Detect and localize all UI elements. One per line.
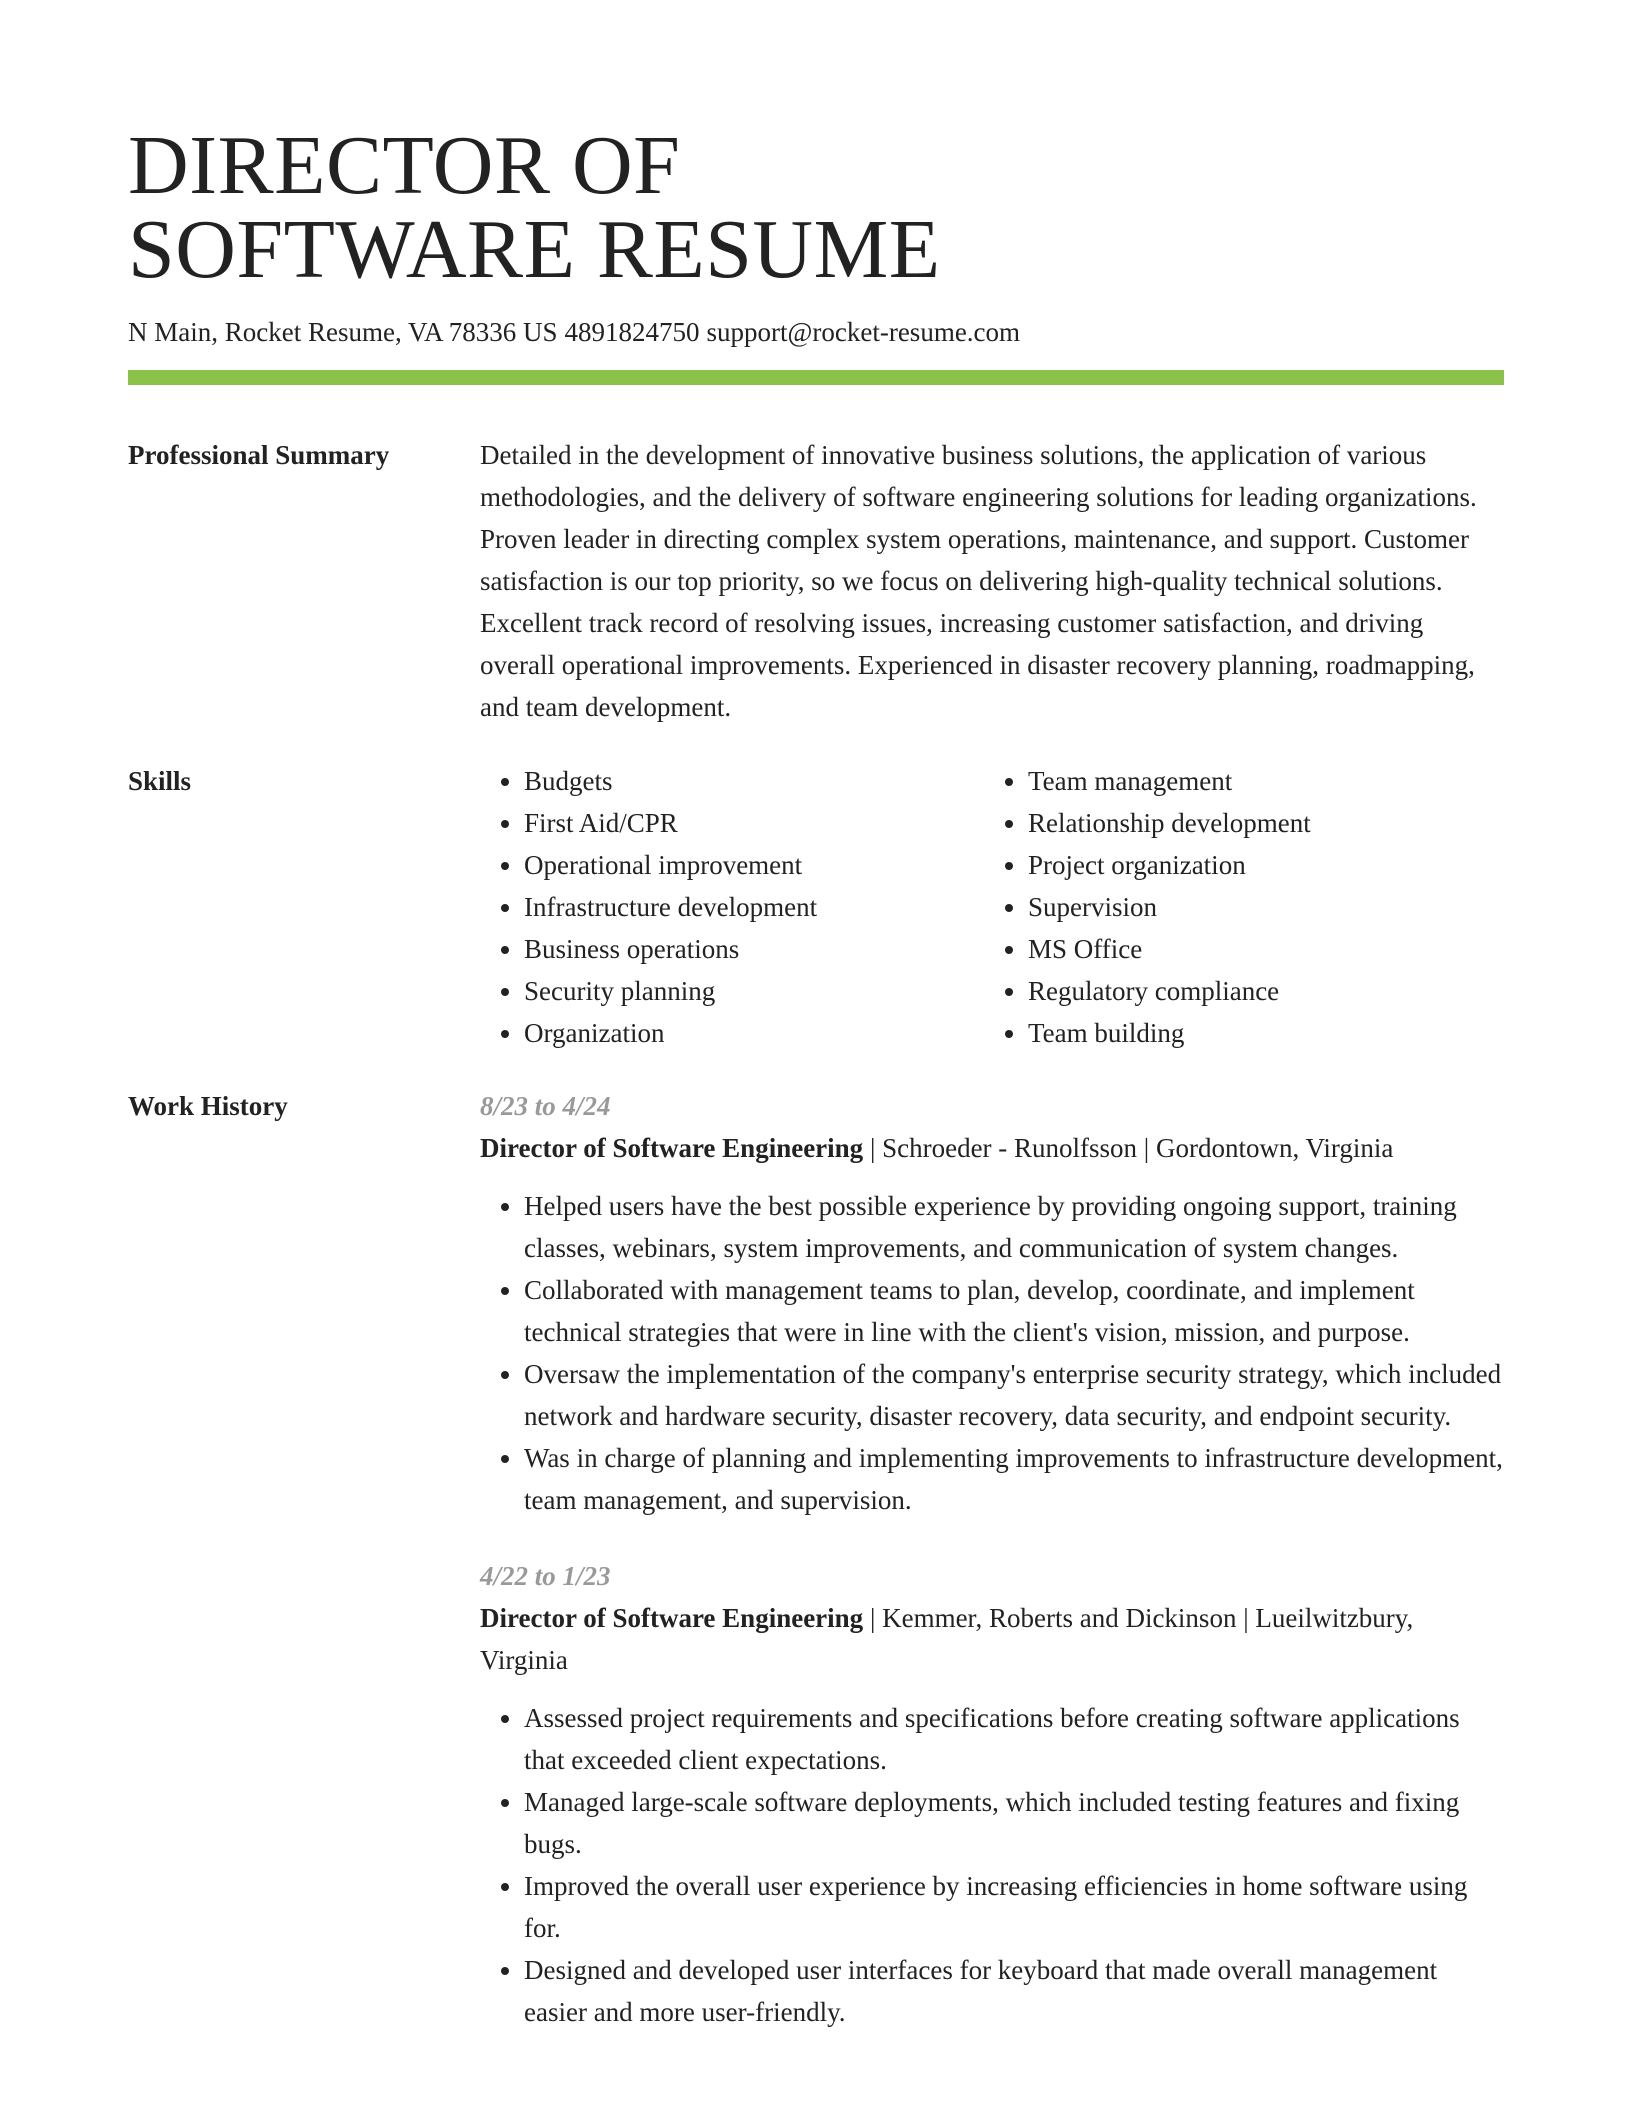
skill-item: • Project organization bbox=[1028, 844, 1488, 886]
skill-item: • Relationship development bbox=[1028, 802, 1488, 844]
skill-item: • Regulatory compliance bbox=[1028, 970, 1488, 1012]
section-title: Professional Summary bbox=[128, 440, 390, 470]
contact-phone: 4891824750 bbox=[564, 317, 700, 347]
job-dates: 8/23 to 4/24 bbox=[480, 1091, 611, 1121]
skill-item: • Budgets bbox=[524, 760, 984, 802]
skills-grid bbox=[480, 760, 1504, 1054]
section-body bbox=[480, 1085, 1504, 2067]
resume-title-line-2: SOFTWARE RESUME bbox=[128, 203, 941, 296]
skill-item: • MS Office bbox=[1028, 928, 1488, 970]
resume-title-line-1: DIRECTOR OF bbox=[128, 119, 681, 212]
skill-item: • Team building bbox=[1028, 1012, 1488, 1054]
job-bullet: • Designed and developed user interfaces for keyboard that made overall management easier and more user-friendly. bbox=[524, 1949, 1504, 2033]
job-bullets bbox=[480, 1185, 1504, 1521]
job-bullet: • Oversaw the implementation of the company's enterprise security strategy, which included network and hardware security, disaster recovery, data security, and endpoint security. bbox=[524, 1353, 1504, 1437]
section-work-history bbox=[128, 1085, 1504, 2067]
header-divider bbox=[128, 370, 1504, 385]
skill-item: • Infrastructure development bbox=[524, 886, 984, 928]
resume-sections bbox=[128, 434, 1504, 2067]
section-title: Skills bbox=[128, 766, 192, 796]
section-professional-summary bbox=[128, 434, 1504, 728]
skill-item: • First Aid/CPR bbox=[524, 802, 984, 844]
job-employer-location: | Schroeder - Runolfsson | Gordontown, Virginia bbox=[863, 1133, 1394, 1163]
section-body bbox=[480, 434, 1504, 728]
job-bullet: • Improved the overall user experience by increasing efficiencies in home software using for. bbox=[524, 1865, 1504, 1949]
contact-email: support@rocket-resume.com bbox=[706, 317, 1021, 347]
skill-item: • Operational improvement bbox=[524, 844, 984, 886]
skills-column-left bbox=[480, 760, 984, 1054]
job-heading bbox=[480, 1597, 1504, 1681]
summary-text: Detailed in the development of innovative business solutions, the application of various methodologies, and the delivery of software engineering solutions for leading organizations. Proven leader in directing complex system operations, maintenance, and support. Customer satisfaction is our top priority, so we focus on delivering high-quality technical solutions. Excellent track record of resolving issues, increasing customer satisfaction, and driving overall operational improvements. Experienced in disaster recovery planning, roadmapping, and team development. bbox=[480, 440, 1477, 722]
contact-info bbox=[128, 314, 1020, 350]
skill-item: • Security planning bbox=[524, 970, 984, 1012]
job-entry bbox=[480, 1085, 1504, 1521]
job-dates: 4/22 to 1/23 bbox=[480, 1561, 611, 1591]
contact-address: N Main, Rocket Resume, VA 78336 US bbox=[128, 317, 558, 347]
skill-item: • Team management bbox=[1028, 760, 1488, 802]
job-bullet: • Assessed project requirements and specifications before creating software applications that exceeded client expectations. bbox=[524, 1697, 1504, 1781]
job-employer-location: | Kemmer, Roberts and Dickinson | Lueilwitzbury, Virginia bbox=[480, 1603, 1414, 1675]
job-bullet: • Was in charge of planning and implementing improvements to infrastructure development, team management, and supervision. bbox=[524, 1437, 1504, 1521]
job-heading bbox=[480, 1127, 1504, 1169]
job-entry bbox=[480, 1555, 1504, 2033]
skills-column-right bbox=[984, 760, 1488, 1054]
job-title: Director of Software Engineering bbox=[480, 1603, 864, 1633]
skill-item: • Business operations bbox=[524, 928, 984, 970]
skill-item: • Supervision bbox=[1028, 886, 1488, 928]
section-title: Work History bbox=[128, 1091, 288, 1121]
section-body bbox=[480, 760, 1504, 1054]
job-bullet: • Helped users have the best possible experience by providing ongoing support, training classes, webinars, system improvements, and communication of system changes. bbox=[524, 1185, 1504, 1269]
job-bullet: • Managed large-scale software deployments, which included testing features and fixing bugs. bbox=[524, 1781, 1504, 1865]
job-title: Director of Software Engineering bbox=[480, 1133, 864, 1163]
resume-title bbox=[128, 119, 1504, 296]
job-bullet: • Collaborated with management teams to plan, develop, coordinate, and implement technical strategies that were in line with the client's vision, mission, and purpose. bbox=[524, 1269, 1504, 1353]
section-skills bbox=[128, 760, 1504, 1054]
skill-item: • Organization bbox=[524, 1012, 984, 1054]
job-bullets bbox=[480, 1697, 1504, 2033]
